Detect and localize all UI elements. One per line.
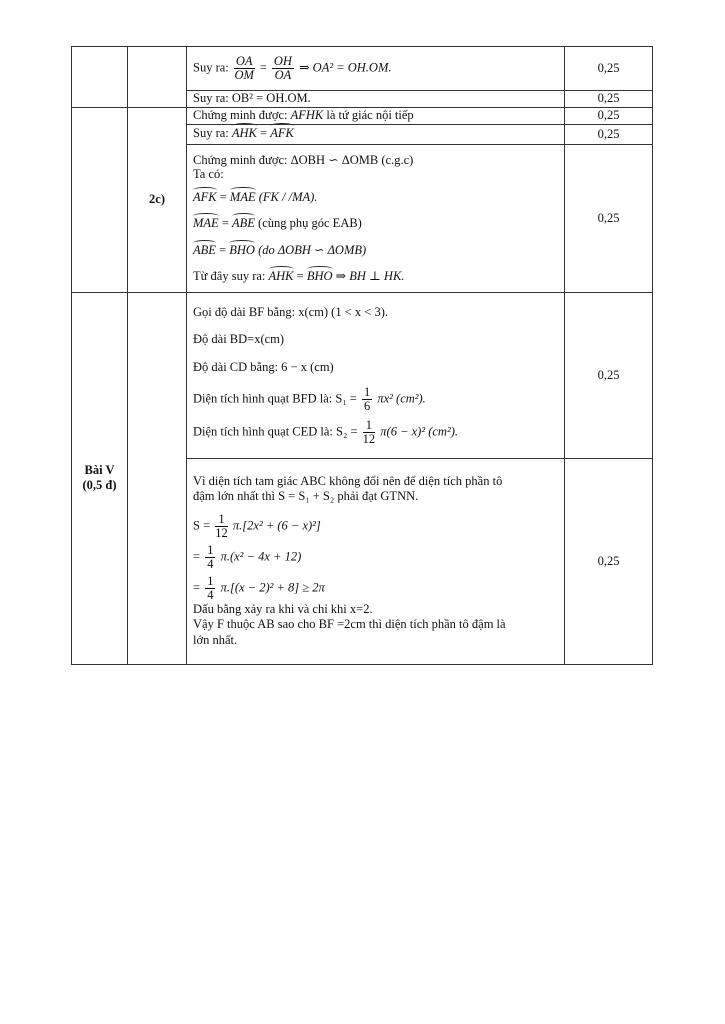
row-bai5-a <box>72 292 653 458</box>
label-2c: 2c) <box>128 107 187 292</box>
grading-table <box>71 46 653 665</box>
row-oa-oh <box>72 47 653 91</box>
bai-cell-empty <box>72 47 128 108</box>
score: 0,25 <box>565 91 653 108</box>
stmt-proof-2c: Chứng minh được: ΔOBH ∽ ΔOMB (c.g.c) Ta có: AFK = MAE (FK / /MA). MAE = ABE (cùng phụ góc EAB) ABE = BHO (do ΔOBH ∽ ΔOMB) Từ đây suy ra: AHK = BHO ⇒ BH ⊥ HK. <box>187 144 565 292</box>
y-cell-empty <box>128 292 187 664</box>
score: 0,25 <box>565 144 653 292</box>
stmt-bai5-b: Vì diện tích tam giác ABC không đổi nên để diện tích phần tô đậm lớn nhất thì S = S₁ + S₂ phải đạt GTNN. S = $\frac{1}{12}$ π.[2x² + (6 − x)²] = $\frac{1}{4}$ π.(x² − 4x + 12) = $\frac{1}{4}$ π.[(x − 2)² + 8] ≥ 2π Dấu bằng xảy ra khi và chỉ khi x=2. Vậy F thuộc AB sao cho BF =2cm thì diện tích phần tô đậm là lớn nhất. <box>187 458 565 664</box>
stmt-ob2: Suy ra: OB² = OH.OM. <box>187 91 565 108</box>
label-bai5: Bài V (0,5 đ) <box>72 292 128 664</box>
score: 0,25 <box>565 47 653 91</box>
stmt-bai5-a: Gọi độ dài BF bằng: x(cm) (1 < x < 3). Độ dài BD=x(cm) Độ dài CD bằng: 6 − x (cm) Diện tích hình quạt BFD là: S₁ = $\frac{1}{6}$ πx² (cm²). Diện tích hình quạt CED là: S₂ = $\frac{1}{12}$ π(6 − x)² (cm²). <box>187 292 565 458</box>
stmt-oa-oh: Suy ra: $\frac{OA}{OM}$ = $\frac{OH}{OA}$ ⇒ OA² = OH.OM. <box>187 47 565 91</box>
score: 0,25 <box>565 124 653 144</box>
score: 0,25 <box>565 292 653 458</box>
stmt-afhk: Chứng minh được: AFHK là tứ giác nội tiếp <box>187 107 565 124</box>
score: 0,25 <box>565 458 653 664</box>
score: 0,25 <box>565 107 653 124</box>
bai-cell-empty <box>72 107 128 292</box>
y-cell-empty <box>128 47 187 108</box>
stmt-ahk-afk: Suy ra: AHK = AFK <box>187 124 565 144</box>
row-2c-1 <box>72 107 653 124</box>
